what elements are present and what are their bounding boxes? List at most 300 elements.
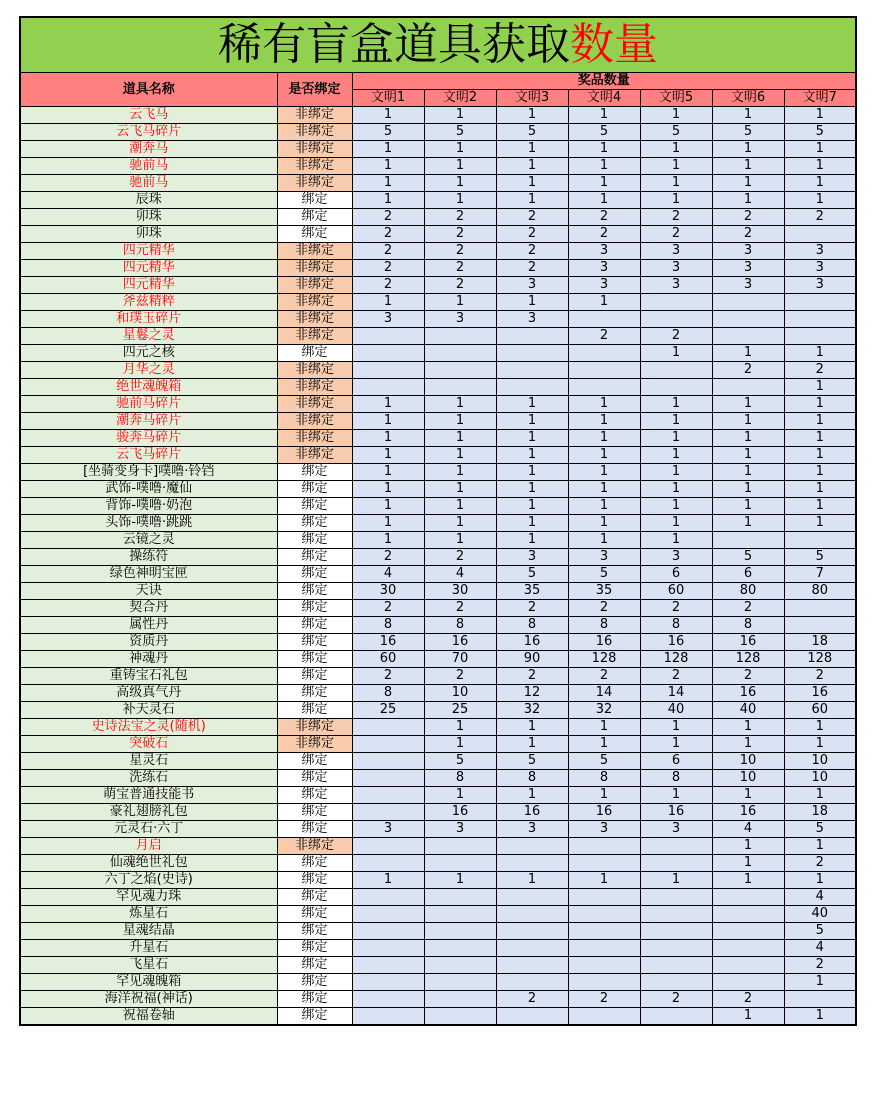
table-row <box>20 668 856 685</box>
item-name-cell: 属性丹 <box>20 617 277 634</box>
table-row <box>20 889 856 906</box>
qty-cell-level-1 <box>352 906 424 923</box>
qty-cell-level-2: 16 <box>424 804 496 821</box>
table-row <box>20 532 856 549</box>
qty-cell-level-5: 1 <box>640 192 712 209</box>
table-row <box>20 906 856 923</box>
qty-cell-level-3: 5 <box>496 566 568 583</box>
qty-cell-level-4: 2 <box>568 226 640 243</box>
qty-cell-level-2: 1 <box>424 464 496 481</box>
qty-cell-level-3: 1 <box>496 464 568 481</box>
qty-cell-level-3: 1 <box>496 532 568 549</box>
header-item-name: 道具名称 <box>20 73 277 107</box>
qty-cell-level-7: 5 <box>784 821 856 838</box>
qty-cell-level-7: 5 <box>784 124 856 141</box>
qty-cell-level-7: 1 <box>784 719 856 736</box>
table-row <box>20 141 856 158</box>
bind-status-cell: 绑定 <box>277 634 352 651</box>
qty-cell-level-6: 1 <box>712 192 784 209</box>
qty-cell-level-1 <box>352 974 424 991</box>
qty-cell-level-3: 1 <box>496 141 568 158</box>
item-name-cell: 星魂结晶 <box>20 923 277 940</box>
qty-cell-level-1: 60 <box>352 651 424 668</box>
qty-cell-level-3 <box>496 1008 568 1026</box>
qty-cell-level-6: 1 <box>712 787 784 804</box>
qty-cell-level-6: 1 <box>712 396 784 413</box>
item-name-cell: 云镜之灵 <box>20 532 277 549</box>
bind-status-cell: 非绑定 <box>277 736 352 753</box>
header-level-7: 文明7 <box>784 90 856 107</box>
qty-cell-level-2: 1 <box>424 719 496 736</box>
item-name-cell: 升星石 <box>20 940 277 957</box>
table-row <box>20 294 856 311</box>
table-row <box>20 447 856 464</box>
qty-cell-level-6: 5 <box>712 124 784 141</box>
qty-cell-level-7: 2 <box>784 362 856 379</box>
table-row <box>20 753 856 770</box>
qty-cell-level-2: 30 <box>424 583 496 600</box>
item-name-cell: 祝福卷轴 <box>20 1008 277 1026</box>
qty-cell-level-6: 1 <box>712 175 784 192</box>
qty-cell-level-1: 2 <box>352 226 424 243</box>
item-name-cell: 六丁之焰(史诗) <box>20 872 277 889</box>
qty-cell-level-4 <box>568 345 640 362</box>
qty-cell-level-5: 2 <box>640 600 712 617</box>
qty-cell-level-2: 70 <box>424 651 496 668</box>
qty-cell-level-5: 1 <box>640 158 712 175</box>
qty-cell-level-2 <box>424 923 496 940</box>
qty-cell-level-5 <box>640 923 712 940</box>
item-name-cell: 高级真气丹 <box>20 685 277 702</box>
page-title <box>20 17 856 73</box>
qty-cell-level-5: 1 <box>640 515 712 532</box>
qty-cell-level-5: 1 <box>640 413 712 430</box>
qty-cell-level-7: 1 <box>784 498 856 515</box>
qty-cell-level-3: 16 <box>496 804 568 821</box>
qty-cell-level-3: 1 <box>496 396 568 413</box>
qty-cell-level-6: 1 <box>712 464 784 481</box>
qty-cell-level-1 <box>352 991 424 1008</box>
item-name-cell: 元灵石·六丁 <box>20 821 277 838</box>
qty-cell-level-6: 128 <box>712 651 784 668</box>
header-is-bound: 是否绑定 <box>277 73 352 107</box>
qty-cell-level-5: 3 <box>640 260 712 277</box>
qty-cell-level-4 <box>568 311 640 328</box>
qty-cell-level-6: 2 <box>712 991 784 1008</box>
qty-cell-level-2: 1 <box>424 430 496 447</box>
table-row <box>20 277 856 294</box>
qty-cell-level-1: 1 <box>352 396 424 413</box>
qty-cell-level-3: 2 <box>496 668 568 685</box>
qty-cell-level-5 <box>640 957 712 974</box>
qty-cell-level-4: 1 <box>568 481 640 498</box>
table-row <box>20 464 856 481</box>
table-row <box>20 498 856 515</box>
qty-cell-level-7: 2 <box>784 668 856 685</box>
qty-cell-level-3: 1 <box>496 413 568 430</box>
item-name-cell: 补天灵石 <box>20 702 277 719</box>
bind-status-cell: 绑定 <box>277 498 352 515</box>
qty-cell-level-3: 1 <box>496 736 568 753</box>
qty-cell-level-4: 1 <box>568 872 640 889</box>
bind-status-cell: 绑定 <box>277 702 352 719</box>
qty-cell-level-4: 1 <box>568 107 640 124</box>
qty-cell-level-6: 16 <box>712 804 784 821</box>
item-name-cell: 背饰-噗噜·奶泡 <box>20 498 277 515</box>
qty-cell-level-1: 25 <box>352 702 424 719</box>
qty-cell-level-2 <box>424 1008 496 1026</box>
qty-cell-level-5: 1 <box>640 532 712 549</box>
qty-cell-level-4: 1 <box>568 719 640 736</box>
qty-cell-level-5: 1 <box>640 141 712 158</box>
item-name-cell: 罕见魂力珠 <box>20 889 277 906</box>
qty-cell-level-6: 3 <box>712 260 784 277</box>
qty-cell-level-6: 10 <box>712 753 784 770</box>
qty-cell-level-5: 1 <box>640 464 712 481</box>
bind-status-cell: 绑定 <box>277 464 352 481</box>
qty-cell-level-3: 16 <box>496 634 568 651</box>
qty-cell-level-3: 3 <box>496 311 568 328</box>
table-row <box>20 379 856 396</box>
qty-cell-level-4: 1 <box>568 447 640 464</box>
qty-cell-level-5: 2 <box>640 226 712 243</box>
qty-cell-level-6 <box>712 906 784 923</box>
bind-status-cell: 非绑定 <box>277 328 352 345</box>
qty-cell-level-1: 1 <box>352 532 424 549</box>
header-level-4: 文明4 <box>568 90 640 107</box>
table-row <box>20 260 856 277</box>
qty-cell-level-6 <box>712 379 784 396</box>
qty-cell-level-5: 1 <box>640 345 712 362</box>
table-row <box>20 821 856 838</box>
qty-cell-level-7: 18 <box>784 804 856 821</box>
item-name-cell: 操练符 <box>20 549 277 566</box>
qty-cell-level-2 <box>424 940 496 957</box>
bind-status-cell: 绑定 <box>277 345 352 362</box>
qty-cell-level-1: 30 <box>352 583 424 600</box>
bind-status-cell: 绑定 <box>277 787 352 804</box>
bind-status-cell: 绑定 <box>277 566 352 583</box>
qty-cell-level-5: 8 <box>640 770 712 787</box>
qty-cell-level-5: 3 <box>640 277 712 294</box>
item-name-cell: 四元精华 <box>20 260 277 277</box>
qty-cell-level-1: 2 <box>352 600 424 617</box>
qty-cell-level-3: 32 <box>496 702 568 719</box>
qty-cell-level-2: 25 <box>424 702 496 719</box>
qty-cell-level-3: 1 <box>496 192 568 209</box>
table-row <box>20 634 856 651</box>
qty-cell-level-5: 40 <box>640 702 712 719</box>
qty-cell-level-6: 16 <box>712 634 784 651</box>
qty-cell-level-2 <box>424 889 496 906</box>
qty-cell-level-7 <box>784 226 856 243</box>
qty-cell-level-2 <box>424 855 496 872</box>
qty-cell-level-7: 1 <box>784 158 856 175</box>
table-row <box>20 243 856 260</box>
bind-status-cell: 绑定 <box>277 192 352 209</box>
qty-cell-level-5: 8 <box>640 617 712 634</box>
qty-cell-level-5: 1 <box>640 107 712 124</box>
qty-cell-level-5: 3 <box>640 821 712 838</box>
table-row <box>20 583 856 600</box>
qty-cell-level-5 <box>640 974 712 991</box>
qty-cell-level-1 <box>352 889 424 906</box>
qty-cell-level-7: 60 <box>784 702 856 719</box>
bind-status-cell: 绑定 <box>277 600 352 617</box>
qty-cell-level-4: 1 <box>568 787 640 804</box>
qty-cell-level-7: 18 <box>784 634 856 651</box>
item-name-cell: 飞星石 <box>20 957 277 974</box>
qty-cell-level-3 <box>496 940 568 957</box>
qty-cell-level-3: 2 <box>496 600 568 617</box>
qty-cell-level-5: 14 <box>640 685 712 702</box>
item-name-cell: 和璞玉碎片 <box>20 311 277 328</box>
qty-cell-level-7: 1 <box>784 872 856 889</box>
qty-cell-level-7: 1 <box>784 515 856 532</box>
bind-status-cell: 绑定 <box>277 974 352 991</box>
table-row <box>20 515 856 532</box>
qty-cell-level-2: 2 <box>424 668 496 685</box>
item-name-cell: 星鬈之灵 <box>20 328 277 345</box>
table-row <box>20 736 856 753</box>
qty-cell-level-5: 60 <box>640 583 712 600</box>
table-row <box>20 770 856 787</box>
title-main: 稀有盲盒道具获取 <box>218 19 570 70</box>
qty-cell-level-4 <box>568 379 640 396</box>
item-name-cell: 神魂丹 <box>20 651 277 668</box>
qty-cell-level-6: 3 <box>712 243 784 260</box>
item-name-cell: 萌宝普通技能书 <box>20 787 277 804</box>
qty-cell-level-1: 2 <box>352 260 424 277</box>
bind-status-cell: 非绑定 <box>277 311 352 328</box>
bind-status-cell: 绑定 <box>277 872 352 889</box>
qty-cell-level-4: 1 <box>568 498 640 515</box>
item-name-cell: 武饰-噗噜·魔仙 <box>20 481 277 498</box>
qty-cell-level-7 <box>784 294 856 311</box>
qty-cell-level-1: 1 <box>352 515 424 532</box>
item-name-cell: 潮奔马碎片 <box>20 413 277 430</box>
qty-cell-level-6: 1 <box>712 107 784 124</box>
table-row <box>20 209 856 226</box>
qty-cell-level-4: 1 <box>568 192 640 209</box>
qty-cell-level-1: 3 <box>352 821 424 838</box>
table-row <box>20 175 856 192</box>
qty-cell-level-2: 1 <box>424 107 496 124</box>
qty-cell-level-3 <box>496 362 568 379</box>
qty-cell-level-3: 1 <box>496 872 568 889</box>
qty-cell-level-2 <box>424 974 496 991</box>
qty-cell-level-2 <box>424 957 496 974</box>
qty-cell-level-7 <box>784 991 856 1008</box>
qty-cell-level-5: 1 <box>640 430 712 447</box>
qty-cell-level-2: 1 <box>424 158 496 175</box>
table-row <box>20 685 856 702</box>
qty-cell-level-4: 2 <box>568 668 640 685</box>
table-row <box>20 872 856 889</box>
qty-cell-level-4: 1 <box>568 736 640 753</box>
qty-cell-level-4: 3 <box>568 821 640 838</box>
table-row <box>20 991 856 1008</box>
bind-status-cell: 绑定 <box>277 804 352 821</box>
qty-cell-level-3 <box>496 957 568 974</box>
qty-cell-level-1 <box>352 923 424 940</box>
qty-cell-level-5: 1 <box>640 447 712 464</box>
bind-status-cell: 绑定 <box>277 617 352 634</box>
qty-cell-level-5: 16 <box>640 804 712 821</box>
qty-cell-level-1: 1 <box>352 464 424 481</box>
qty-cell-level-7: 128 <box>784 651 856 668</box>
item-name-cell: 资质丹 <box>20 634 277 651</box>
bind-status-cell: 非绑定 <box>277 107 352 124</box>
qty-cell-level-2: 1 <box>424 175 496 192</box>
qty-cell-level-1 <box>352 362 424 379</box>
qty-cell-level-5 <box>640 940 712 957</box>
qty-cell-level-7: 1 <box>784 379 856 396</box>
qty-cell-level-1: 1 <box>352 413 424 430</box>
item-name-cell: 绝世魂魄箱 <box>20 379 277 396</box>
qty-cell-level-7: 2 <box>784 957 856 974</box>
qty-cell-level-1: 1 <box>352 107 424 124</box>
qty-cell-level-4: 2 <box>568 991 640 1008</box>
qty-cell-level-3: 2 <box>496 243 568 260</box>
qty-cell-level-7 <box>784 617 856 634</box>
qty-cell-level-3: 1 <box>496 107 568 124</box>
qty-cell-level-5: 2 <box>640 209 712 226</box>
qty-cell-level-2 <box>424 362 496 379</box>
table-row <box>20 328 856 345</box>
qty-cell-level-2: 5 <box>424 124 496 141</box>
qty-cell-level-4: 1 <box>568 430 640 447</box>
qty-cell-level-5 <box>640 1008 712 1026</box>
title-highlight: 数量 <box>570 19 658 70</box>
qty-cell-level-4 <box>568 940 640 957</box>
qty-cell-level-1: 2 <box>352 668 424 685</box>
bind-status-cell: 非绑定 <box>277 124 352 141</box>
qty-cell-level-7: 5 <box>784 549 856 566</box>
bind-status-cell: 非绑定 <box>277 719 352 736</box>
bind-status-cell: 非绑定 <box>277 260 352 277</box>
qty-cell-level-3: 2 <box>496 260 568 277</box>
qty-cell-level-2: 3 <box>424 311 496 328</box>
qty-cell-level-1 <box>352 719 424 736</box>
qty-cell-level-1: 1 <box>352 481 424 498</box>
qty-cell-level-4: 1 <box>568 515 640 532</box>
qty-cell-level-7: 1 <box>784 481 856 498</box>
qty-cell-level-1: 3 <box>352 311 424 328</box>
qty-cell-level-5: 1 <box>640 719 712 736</box>
table-row <box>20 940 856 957</box>
qty-cell-level-1: 4 <box>352 566 424 583</box>
bind-status-cell: 绑定 <box>277 1008 352 1026</box>
table-row <box>20 345 856 362</box>
table-row <box>20 396 856 413</box>
qty-cell-level-1: 1 <box>352 294 424 311</box>
bind-status-cell: 非绑定 <box>277 838 352 855</box>
qty-cell-level-4: 5 <box>568 124 640 141</box>
qty-cell-level-7: 1 <box>784 974 856 991</box>
qty-cell-level-3: 1 <box>496 447 568 464</box>
bind-status-cell: 绑定 <box>277 481 352 498</box>
qty-cell-level-3: 1 <box>496 719 568 736</box>
table-row <box>20 481 856 498</box>
table-row <box>20 923 856 940</box>
table-row <box>20 158 856 175</box>
qty-cell-level-2: 2 <box>424 260 496 277</box>
qty-cell-level-1 <box>352 770 424 787</box>
qty-cell-level-4 <box>568 974 640 991</box>
qty-cell-level-6: 1 <box>712 1008 784 1026</box>
table-row <box>20 838 856 855</box>
table-row <box>20 549 856 566</box>
qty-cell-level-2 <box>424 906 496 923</box>
qty-cell-level-1 <box>352 345 424 362</box>
qty-cell-level-4: 5 <box>568 753 640 770</box>
qty-cell-level-5: 2 <box>640 668 712 685</box>
qty-cell-level-1 <box>352 787 424 804</box>
qty-cell-level-5: 3 <box>640 549 712 566</box>
qty-cell-level-7: 3 <box>784 243 856 260</box>
qty-cell-level-3 <box>496 328 568 345</box>
qty-cell-level-5: 1 <box>640 787 712 804</box>
qty-cell-level-7: 40 <box>784 906 856 923</box>
bind-status-cell: 非绑定 <box>277 447 352 464</box>
qty-cell-level-7: 1 <box>784 192 856 209</box>
qty-cell-level-5: 1 <box>640 396 712 413</box>
qty-cell-level-5: 16 <box>640 634 712 651</box>
qty-cell-level-1 <box>352 328 424 345</box>
item-name-cell: 海洋祝福(神话) <box>20 991 277 1008</box>
qty-cell-level-1 <box>352 379 424 396</box>
qty-cell-level-7 <box>784 600 856 617</box>
qty-cell-level-6: 4 <box>712 821 784 838</box>
table-row <box>20 719 856 736</box>
qty-cell-level-3: 8 <box>496 617 568 634</box>
item-name-cell: 洗练石 <box>20 770 277 787</box>
item-name-cell: 罕见魂魄箱 <box>20 974 277 991</box>
bind-status-cell: 非绑定 <box>277 413 352 430</box>
qty-cell-level-4: 2 <box>568 328 640 345</box>
item-name-cell: 驰前马 <box>20 175 277 192</box>
bind-status-cell: 绑定 <box>277 821 352 838</box>
qty-cell-level-7: 1 <box>784 141 856 158</box>
qty-cell-level-7: 4 <box>784 889 856 906</box>
bind-status-cell: 非绑定 <box>277 379 352 396</box>
qty-cell-level-2: 2 <box>424 277 496 294</box>
qty-cell-level-6: 1 <box>712 158 784 175</box>
bind-status-cell: 绑定 <box>277 209 352 226</box>
qty-cell-level-2 <box>424 328 496 345</box>
item-name-cell: 重铸宝石礼包 <box>20 668 277 685</box>
qty-cell-level-5 <box>640 294 712 311</box>
qty-cell-level-2: 16 <box>424 634 496 651</box>
qty-cell-level-4: 3 <box>568 277 640 294</box>
qty-cell-level-5: 1 <box>640 481 712 498</box>
qty-cell-level-2: 1 <box>424 294 496 311</box>
qty-cell-level-6: 1 <box>712 141 784 158</box>
qty-cell-level-4: 3 <box>568 243 640 260</box>
item-name-cell: 骏奔马碎片 <box>20 430 277 447</box>
qty-cell-level-2: 5 <box>424 753 496 770</box>
qty-cell-level-5: 1 <box>640 736 712 753</box>
qty-cell-level-1: 8 <box>352 685 424 702</box>
table-row <box>20 804 856 821</box>
table-row <box>20 974 856 991</box>
item-name-cell: 云飞马碎片 <box>20 124 277 141</box>
qty-cell-level-7: 16 <box>784 685 856 702</box>
qty-cell-level-3 <box>496 923 568 940</box>
qty-cell-level-5: 1 <box>640 872 712 889</box>
header-level-6: 文明6 <box>712 90 784 107</box>
